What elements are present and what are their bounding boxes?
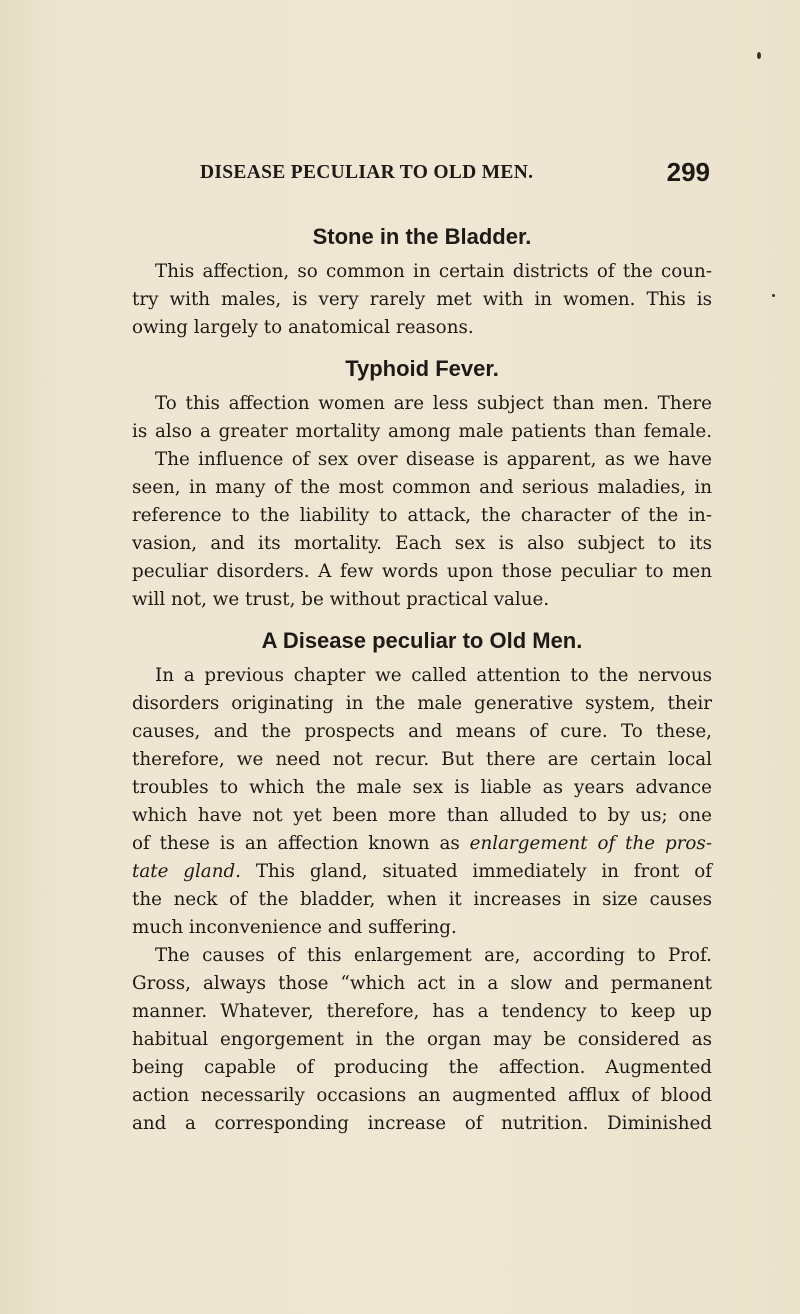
text-line: reference to the liability to attack, the character of the in-	[132, 505, 712, 526]
text-line: being capable of producing the affection. Augmented	[132, 1057, 712, 1078]
text-line: Gross, always those “which act in a slow and permanent	[132, 973, 712, 994]
text-line: manner. Whatever, therefore, has a tendency to keep up	[132, 1001, 712, 1022]
running-title: DISEASE PECULIAR TO OLD MEN.	[200, 162, 534, 183]
text-line: troubles to which the male sex is liable as years advance	[132, 777, 712, 798]
text-run: of these is an affection known as	[132, 833, 460, 854]
text-line: The causes of this enlargement are, according to Prof.	[155, 945, 712, 966]
text-line: seen, in many of the most common and serious maladies, in	[132, 477, 712, 498]
running-head	[200, 157, 710, 190]
text-line: try with males, is very rarely met with in women. This is	[132, 289, 712, 310]
text-run: This gland, situated immediately in front of	[255, 861, 712, 882]
text-line: habitual engorgement in the organ may be considered as	[132, 1029, 712, 1050]
text-line: peculiar disorders. A few words upon those peculiar to men	[132, 561, 712, 582]
italic-term: tate gland.	[132, 861, 241, 882]
text-line: is also a greater mortality among male patients than female.	[132, 421, 712, 442]
text-line: vasion, and its mortality. Each sex is also subject to its	[132, 533, 712, 554]
page-number: 299	[666, 157, 710, 187]
text-line: causes, and the prospects and means of cure. To these,	[132, 721, 712, 742]
text-line: disorders originating in the male generative system, their	[132, 693, 712, 714]
ink-speck	[757, 52, 761, 59]
text-line: therefore, we need not recur. But there are certain local	[132, 749, 712, 770]
text-line	[132, 858, 712, 886]
section-heading: Typhoid Fever.	[345, 356, 499, 381]
section-heading: A Disease peculiar to Old Men.	[261, 628, 583, 653]
italic-term: enlargement of the pros-	[469, 833, 712, 854]
text-line	[132, 830, 712, 858]
text-line: will not, we trust, be without practical value.	[132, 589, 550, 610]
text-line: action necessarily occasions an augmented afflux of blood	[132, 1085, 712, 1106]
text-line: which have not yet been more than alluded to by us; one	[132, 805, 712, 826]
ink-speck	[772, 294, 775, 297]
text-line: much inconvenience and suffering.	[132, 917, 457, 938]
section-heading: Stone in the Bladder.	[312, 224, 532, 249]
text-line: The influence of sex over disease is apparent, as we have	[155, 449, 712, 470]
text-line: This affection, so common in certain districts of the coun-	[155, 261, 712, 282]
text-line: To this affection women are less subject than men. There	[155, 393, 712, 414]
text-line: and a corresponding increase of nutrition. Diminished	[132, 1113, 712, 1134]
text-line: In a previous chapter we called attention to the nervous	[155, 665, 712, 686]
text-line: the neck of the bladder, when it increases in size causes	[132, 889, 712, 910]
text-line: owing largely to anatomical reasons.	[132, 317, 474, 338]
